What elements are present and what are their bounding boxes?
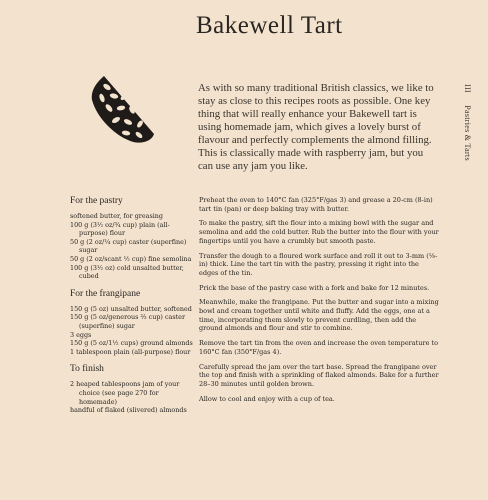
- ingredient-item: 150 g (5 oz) unsalted butter, softened: [70, 304, 192, 313]
- ingredient-item: handful of flaked (slivered) almonds: [70, 406, 187, 415]
- ingredients-column: [70, 196, 195, 415]
- method-column: [199, 196, 439, 409]
- page-marker: III: [463, 84, 472, 93]
- ingredient-item: 150 g (5 oz/generous ⅔ cup) caster (superfine) sugar: [70, 313, 186, 330]
- frangipane-ingredients: [70, 305, 195, 357]
- intro-paragraph: As with so many traditional British classics, we like to stay as close to this recipes roots as possible. One key thing that will really enhance your Bakewell tart is using homemade jam, which gives a lovely burst of flavour and perfectly complements the almond filling. This is classically made with raspberry jam, but you can use any jam you like.: [198, 82, 434, 172]
- ingredient-item: softened butter, for greasing: [70, 212, 163, 220]
- section-tab: [463, 84, 472, 161]
- method-step: Allow to cool and enjoy with a cup of tea.: [199, 394, 335, 403]
- finish-ingredients: [70, 380, 195, 414]
- page-title: Bakewell Tart: [196, 12, 343, 39]
- ingredient-item: 3 eggs: [70, 330, 92, 339]
- frangipane-heading: For the frangipane: [70, 288, 141, 299]
- method-step: To make the pastry, sift the flour into a mixing bowl with the sugar and semolina and add the cold butter. Rub the butter into the flour with your fingertips until you have a crumbly but smooth paste.: [199, 219, 439, 245]
- finish-heading: To finish: [70, 364, 104, 375]
- ingredient-item: 1 tablespoon plain (all-purpose) flour: [70, 347, 191, 356]
- ingredient-item: 50 g (2 oz/scant ½ cup) fine semolina: [70, 254, 192, 263]
- pastry-ingredients: [70, 212, 195, 281]
- method-step: Carefully spread the jam over the tart base. Spread the frangipane over the top and finish with a sprinkling of flaked almonds. Bake for a further 28–30 minutes until golden brown.: [199, 362, 439, 388]
- ingredient-item: 100 g (3½ oz/¾ cup) plain (all-purpose) flour: [70, 220, 170, 238]
- method-step: Preheat the oven to 140°C fan (325°F/gas 3) and grease a 20-cm (8-in) tart tin (pan) or deep baking tray with butter.: [199, 196, 433, 213]
- ingredient-item: 150 g (5 oz/1½ cups) ground almonds: [70, 339, 193, 348]
- method-step: Transfer the dough to a floured work surface and roll it out to 3-mm (⅛-in) thick. Line the tart tin with the pastry, pressing it right into the edges of the tin.: [199, 251, 438, 277]
- tart-slice-icon: [90, 74, 156, 144]
- method-step: Prick the base of the pastry case with a fork and bake for 12 minutes.: [199, 283, 430, 292]
- ingredient-item: 50 g (2 oz/¼ cup) caster (superfine) sugar: [70, 237, 187, 255]
- ingredient-item: 2 heaped tablespoons jam of your choice (see page 270 for homemade): [70, 380, 180, 406]
- ingredient-item: 100 g (3½ oz) cold unsalted butter, cubed: [70, 263, 184, 281]
- section-name: Pastries & Tarts: [463, 105, 472, 161]
- pastry-heading: For the pastry: [70, 196, 123, 206]
- method-step: Remove the tart tin from the oven and increase the oven temperature to 160°C fan (350°F/gas 4).: [199, 339, 439, 356]
- method-step: Meanwhile, make the frangipane. Put the butter and sugar into a mixing bowl and cream together until white and fluffy. Add the eggs, one at a time, incorporating them slowly to prevent curdling, then add the ground almonds and flour and stir to combine.: [199, 298, 439, 333]
